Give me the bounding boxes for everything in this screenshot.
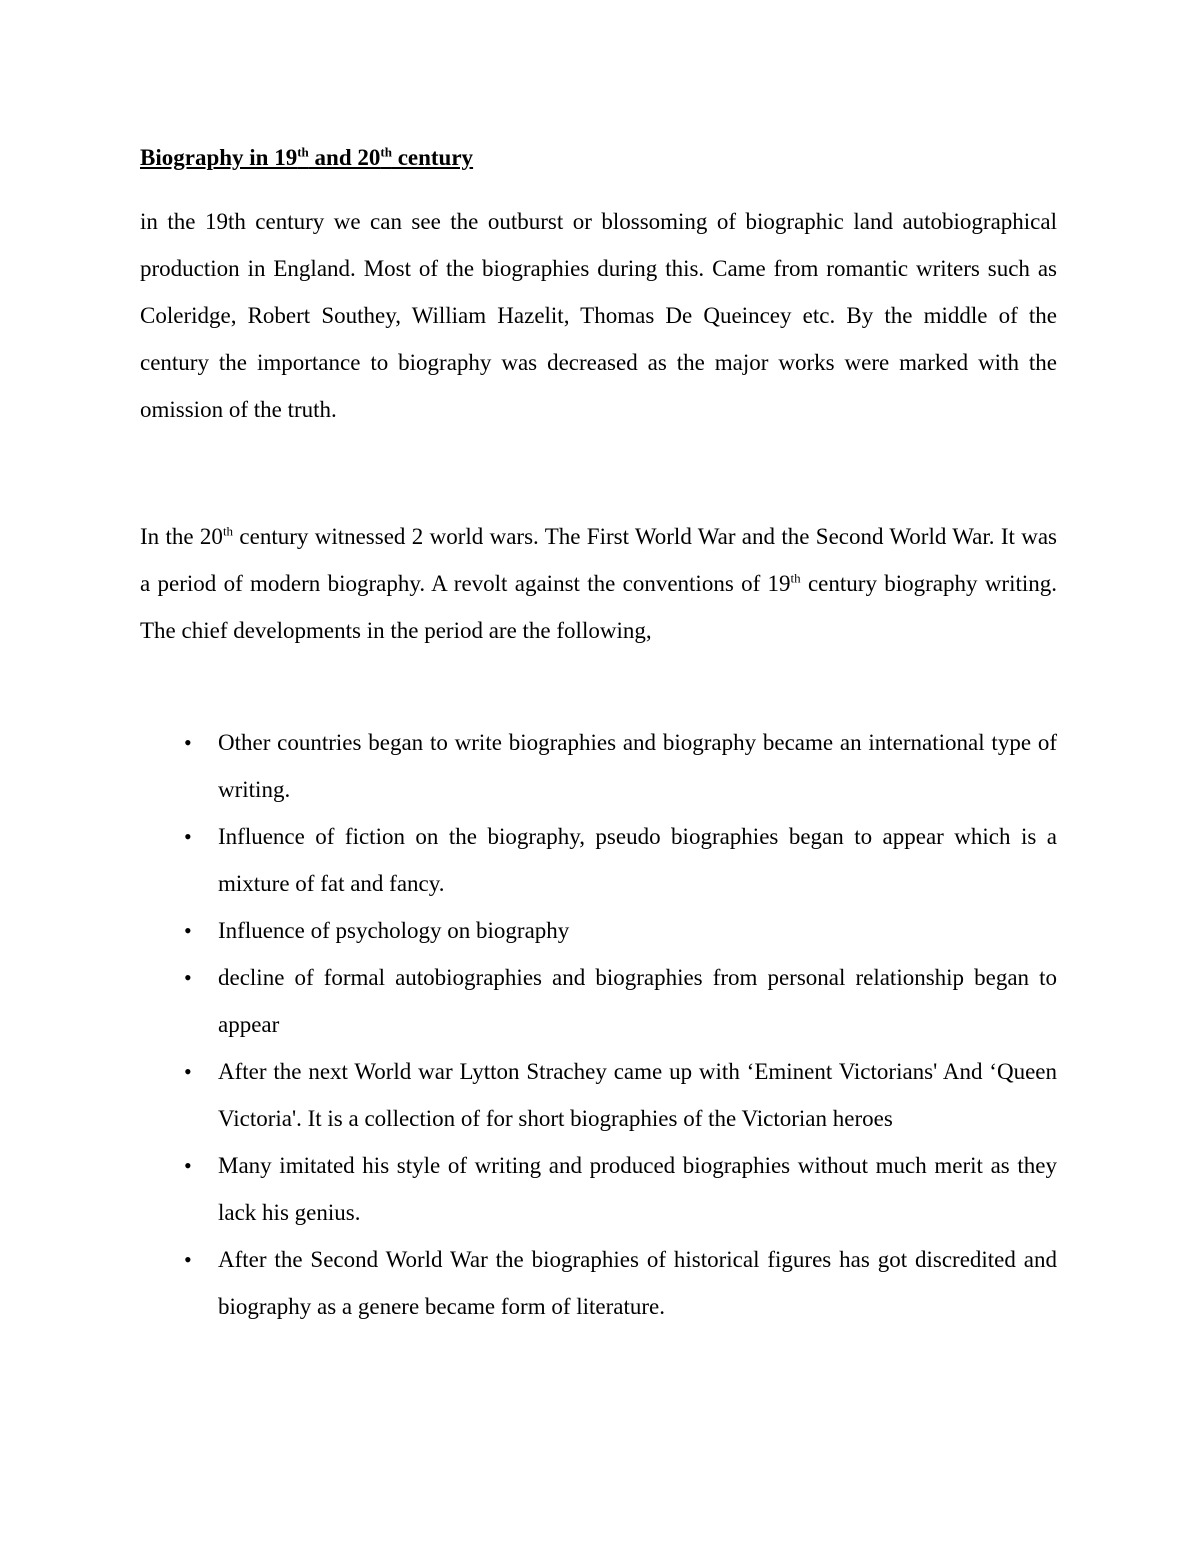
paragraph2-superscript-2: th bbox=[790, 570, 801, 586]
developments-list bbox=[140, 719, 1057, 1330]
list-item-text: decline of formal autobiographies and biographies from personal relationship began to appear bbox=[218, 965, 1057, 1037]
list-item-text: Influence of fiction on the biography, pseudo biographies began to appear which is a mixture of fat and fancy. bbox=[218, 824, 1057, 896]
paragraph2-superscript-1: th bbox=[222, 523, 234, 539]
list-item bbox=[140, 1236, 1057, 1330]
document-title bbox=[140, 140, 473, 176]
paragraph2-text-b: century witnessed 2 world wars. The First World War and the Second World War. It was a period of modern biography. A revolt against the conventions of 19 bbox=[140, 524, 1057, 596]
list-item bbox=[140, 1142, 1057, 1236]
bullet-icon: • bbox=[184, 1247, 192, 1272]
list-item bbox=[140, 813, 1057, 907]
paragraph2-text-a: In the 20 bbox=[140, 524, 223, 549]
title-text-a: Biography in 19 bbox=[140, 145, 298, 170]
list-item-text: Many imitated his style of writing and produced biographies without much merit as they lack his genius. bbox=[218, 1153, 1057, 1225]
list-item-text: After the next World war Lytton Strachey came up with ‘Eminent Victorians' And ‘Queen Victoria'. It is a collection of for short biographies of the Victorian heroes bbox=[218, 1059, 1057, 1131]
list-item-text: Other countries began to write biographies and biography became an international type of writing. bbox=[218, 730, 1057, 802]
paragraph-19th-century: in the 19th century we can see the outburst or blossoming of biographic land autobiographical production in England. Most of the biographies during this. Came from romantic writers such as Coleridge, Robert Southey, William Hazelit, Thomas De Queincey etc. By the middle of the century the importance to biography was decreased as the major works were marked with the omission of the truth. bbox=[140, 209, 1057, 422]
list-item bbox=[140, 907, 1057, 954]
title-text-b: and 20 bbox=[308, 145, 381, 170]
bullet-icon: • bbox=[184, 1059, 192, 1084]
title-superscript-1: th bbox=[297, 144, 309, 160]
bullet-icon: • bbox=[184, 824, 192, 849]
list-item-text: After the Second World War the biographies of historical figures has got discredited and biography as a genere became form of literature. bbox=[218, 1247, 1057, 1319]
bullet-icon: • bbox=[184, 918, 192, 943]
paragraph-20th-century bbox=[140, 513, 1057, 654]
bullet-icon: • bbox=[184, 965, 192, 990]
list-item bbox=[140, 719, 1057, 813]
paragraph2-text-c: century biography writing. The chief developments in the period are the following, bbox=[140, 571, 1058, 643]
bullet-icon: • bbox=[184, 730, 192, 755]
title-text-c: century bbox=[391, 145, 474, 170]
title-superscript-2: th bbox=[380, 144, 392, 160]
list-item-text: Influence of psychology on biography bbox=[218, 918, 570, 943]
list-item bbox=[140, 1048, 1057, 1142]
list-item bbox=[140, 954, 1057, 1048]
bullet-icon: • bbox=[184, 1153, 192, 1178]
